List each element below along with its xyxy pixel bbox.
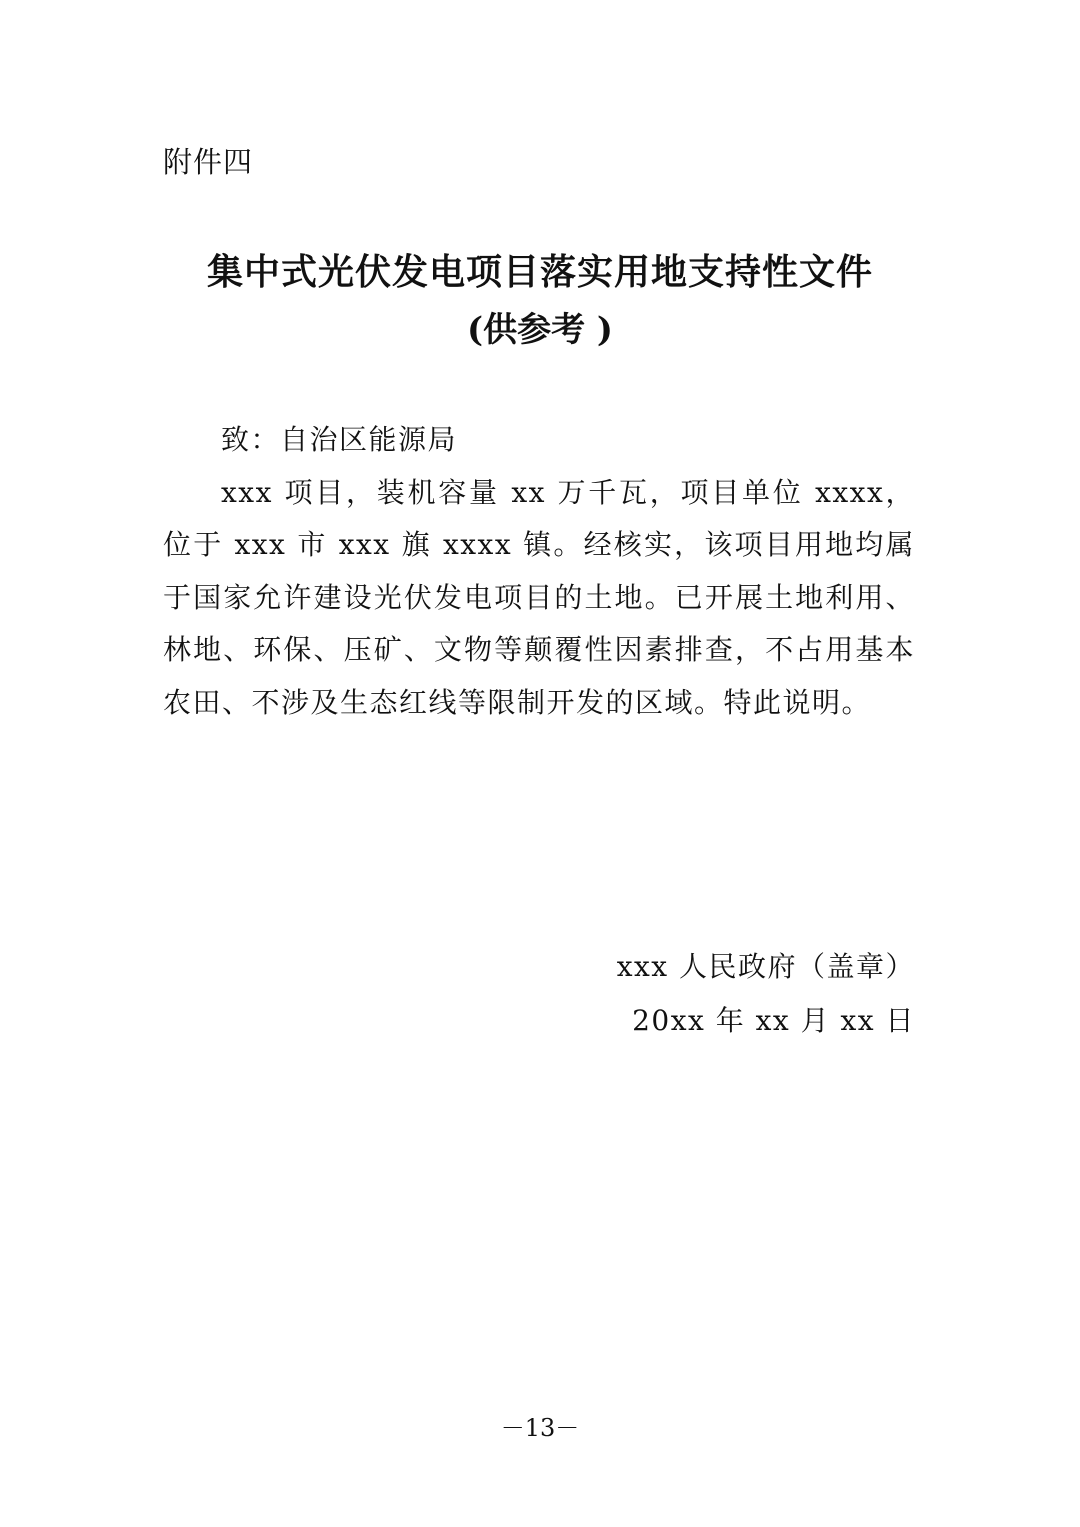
document-title: 集中式光伏发电项目落实用地支持性文件 xyxy=(206,251,873,293)
page-number: －13－ xyxy=(500,1414,580,1442)
attachment-label: 附件四 xyxy=(163,145,254,179)
body-paragraph: xxx 项目，装机容量 xx 万千瓦，项目单位 xxxx，位于 xxx 市 xxx 旗 xxxx 镇。经核实，该项目用地均属于国家允许建设光伏发电项目的土地。已开展土地利用、林地、环保、压矿、文物等颠覆性因素排查，不占用基本农田、不涉及生态红线等限制开发的区域。特此说明。 xyxy=(163,475,915,719)
document-subtitle: (供参考 ) xyxy=(466,310,613,350)
issuer-line: xxx 人民政府（盖章） xyxy=(616,950,915,983)
document-body xyxy=(163,414,915,729)
date-line: 20xx 年 xx 月 xx 日 xyxy=(632,1004,915,1037)
addressee-line: 致：自治区能源局 xyxy=(221,423,458,456)
signature-block xyxy=(617,940,915,1048)
